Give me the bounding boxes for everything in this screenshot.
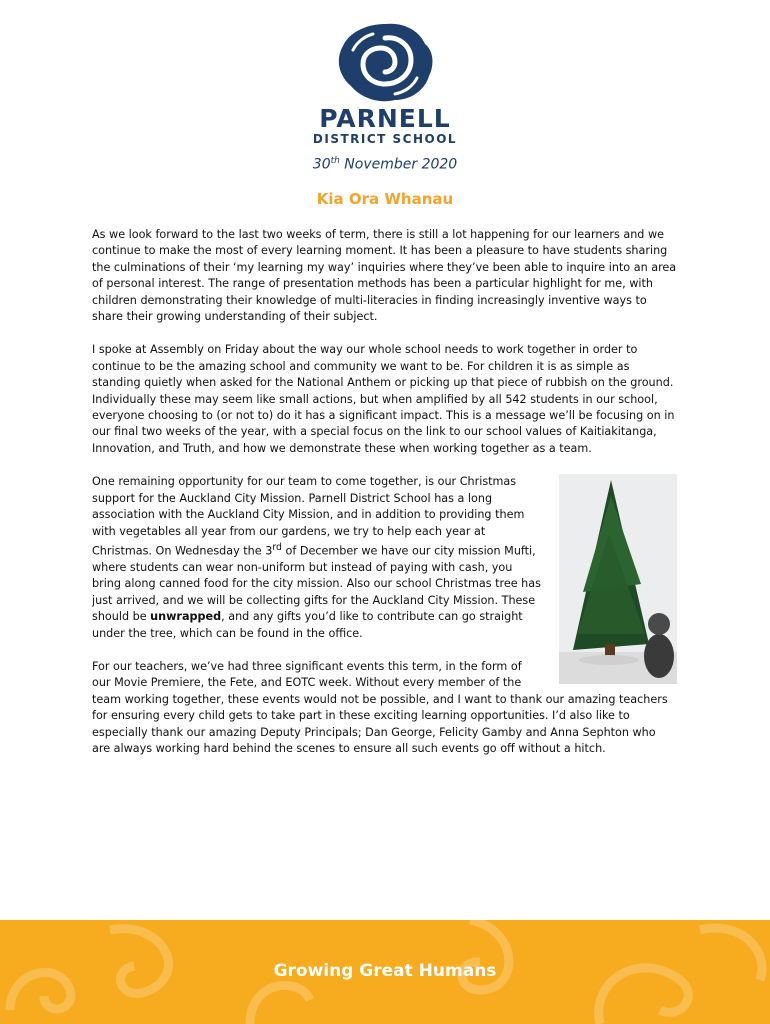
- school-name: PARNELL: [319, 104, 451, 133]
- paragraph-3-sup: rd: [272, 541, 282, 553]
- letter-body: [92, 227, 677, 775]
- newsletter-date: [0, 156, 770, 173]
- paragraph-3-part-a: One remaining opportunity for our team to come together, is our Christmas support for the Auckland City Mission. Parnell District School has a long association with the Auckland City Mission, and in addition to providing them with vegetables all year from our gardens, we try to help each year at Christmas. On Wednesday the 3: [92, 475, 525, 558]
- unwrapped-emphasis: unwrapped: [150, 610, 222, 624]
- greeting-heading: Kia Ora Whanau: [316, 190, 454, 208]
- paragraph-4: For our teachers, we’ve had three significant events this term, in the form of our Movie Premiere, the Fete, and EOTC week. Without every member of the team working together, these events would not be possible, and I want to thank our amazing teachers for ensuring every child gets to take part in these exciting learning opportunities. I’d also like to especially thank our amazing Deputy Principals; Dan George, Felicity Gamby and Anna Sephton who are always working hard behind the scenes to ensure all such events go off without a hitch.: [92, 660, 668, 756]
- footer-tagline: Growing Great Humans: [273, 961, 497, 981]
- footer-banner: [0, 920, 770, 1024]
- paragraph-3-part-b: of December we have our city mission Mufti, where students can wear non-uniform but instead of paying with cash, you bring along canned food for the city mission. Also our school Christmas tree has just arrived, and we will be collecting gifts for the Auckland City Mission. These should be: [92, 544, 541, 624]
- date-rest: November 2020: [339, 156, 458, 173]
- christmas-tree-photo: [559, 474, 677, 684]
- paragraph-2: I spoke at Assembly on Friday about the way our whole school needs to work together in order to continue to be the amazing school and community we want to be. For children it is as simple as standing quietly when asked for the National Anthem or picking up that piece of rubbish on the ground. Individually these may seem like small actions, but when amplified by all 542 students in our school, everyone choosing to (or not to) do it has a significant impact. This is a message we’ll be focusing on in our final two weeks of the year, with a special focus on the link to our school values of Kaitiakitanga, Innovation, and Truth, and how we demonstrate these when working together as a team.: [92, 343, 675, 455]
- school-subtitle: DISTRICT SCHOOL: [312, 132, 458, 146]
- date-day: 30: [312, 156, 331, 173]
- school-header: [0, 20, 770, 173]
- paragraph-3-part-c: , and any gifts you’d like to contribute can go straight under the tree, which can be found in the office.: [92, 610, 523, 640]
- date-suffix: th: [330, 156, 340, 166]
- paragraph-3: [92, 474, 677, 642]
- paragraph-1: As we look forward to the last two weeks of term, there is still a lot happening for our learners and we continue to make the most of every learning moment. It has been a pleasure to have students sharing the culminations of their ‘my learning my way’ inquiries where they’ve been able to inquire into an area of personal interest. The range of presentation methods has been a particular highlight for me, with children demonstrating their knowledge of multi-literacies in finding increasingly inventive ways to share their growing understanding of their subject.: [92, 228, 677, 324]
- rose-logo-icon: [333, 20, 437, 104]
